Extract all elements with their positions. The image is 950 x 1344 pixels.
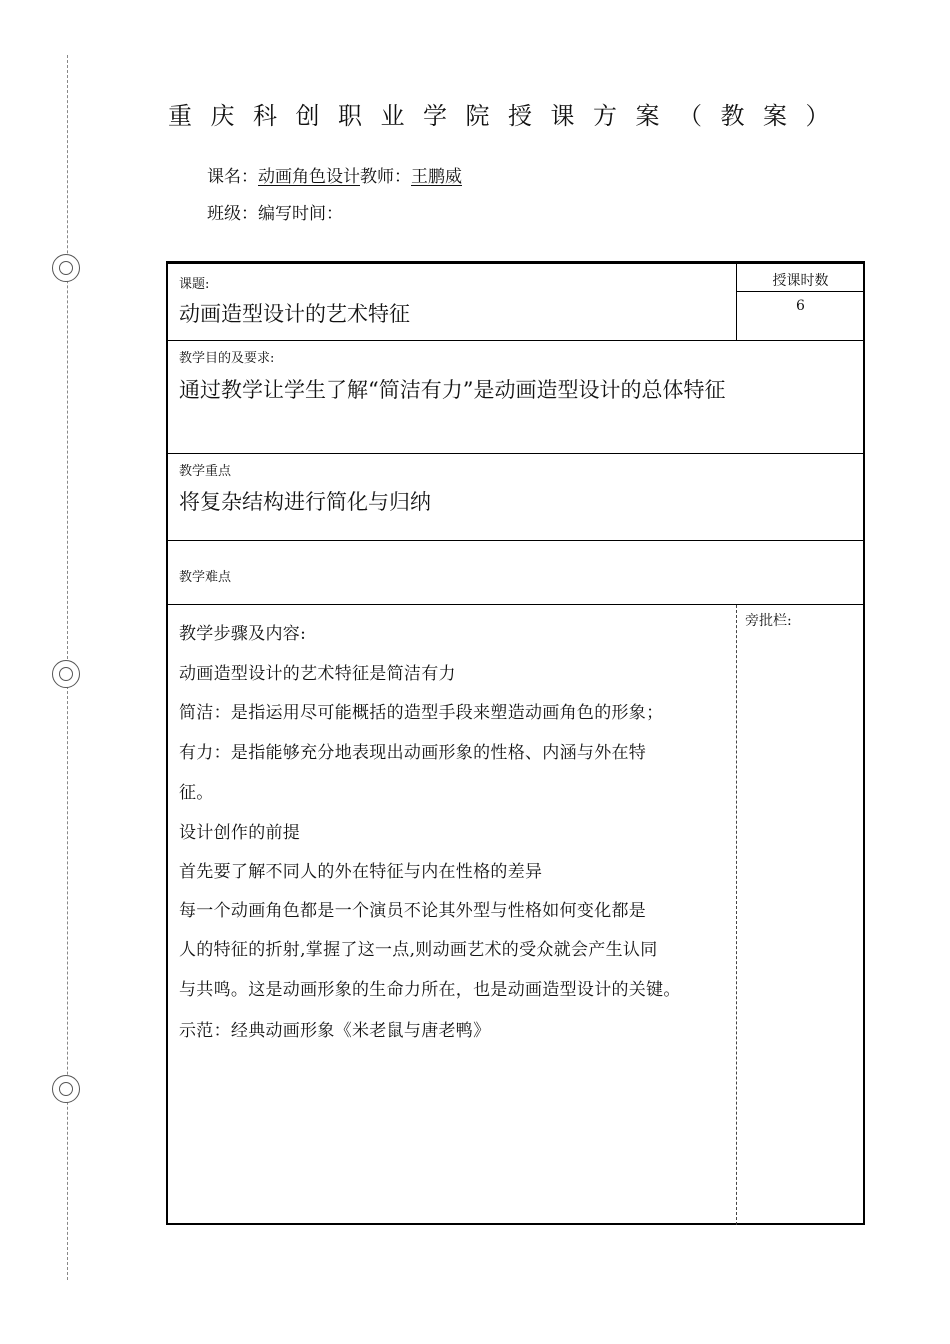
difficulty-label: 教学难点 (179, 570, 232, 585)
time-label: 编写时间： (258, 204, 343, 224)
class-time-row (207, 199, 343, 224)
steps-line: 示范：经典动画形象《米老鼠与唐老鸭》 (179, 1021, 491, 1041)
margin-label: 旁批栏: (745, 613, 792, 629)
hours-label: 授课时数 (772, 273, 829, 289)
steps-line: 人的特征的折射,掌握了这一点,则动画艺术的受众就会产生认同 (179, 940, 658, 960)
binding-hole-icon (52, 1075, 80, 1103)
row-divider (168, 453, 863, 454)
steps-line: 简洁：是指运用尽可能概括的造型手段来塑造动画角色的形象； (179, 703, 664, 723)
binding-hole-icon (52, 254, 80, 282)
document-title: 重庆科创职业学院授课方案（教案） (168, 102, 848, 130)
course-name: 动画角色设计 (258, 167, 360, 187)
hours-header-line (736, 291, 863, 292)
course-label: 课名： (207, 167, 258, 187)
goal-label: 教学目的及要求: (179, 351, 275, 366)
lesson-plan-table (166, 261, 865, 1225)
focus-label: 教学重点 (179, 464, 232, 479)
row-divider (168, 340, 863, 341)
steps-line: 每一个动画角色都是一个演员不论其外型与性格如何变化都是 (179, 901, 647, 921)
steps-line: 首先要了解不同人的外在特征与内在性格的差异 (179, 862, 543, 882)
steps-line: 征。 (179, 783, 214, 803)
course-teacher-row (207, 162, 462, 187)
steps-line: 设计创作的前提 (179, 823, 301, 843)
steps-label: 教学步骤及内容: (179, 624, 307, 644)
row-divider (168, 604, 863, 605)
topic-value: 动画造型设计的艺术特征 (179, 302, 410, 326)
hours-value: 6 (796, 298, 805, 314)
steps-line: 动画造型设计的艺术特征是简洁有力 (179, 664, 456, 684)
class-label: 班级： (207, 204, 258, 224)
teacher-label: 教师： (360, 167, 411, 187)
focus-value: 将复杂结构进行简化与归纳 (179, 490, 431, 514)
margin-divider (736, 605, 737, 1225)
binding-hole-icon (52, 660, 80, 688)
teacher-name: 王鹏威 (411, 167, 462, 187)
steps-line: 与共鸣。这是动画形象的生命力所在，也是动画造型设计的关键。 (179, 980, 681, 1000)
steps-line: 有力：是指能够充分地表现出动画形象的性格、内涵与外在特 (179, 743, 647, 763)
goal-value: 通过教学让学生了解“简洁有力”是动画造型设计的总体特征 (179, 378, 726, 402)
row-divider (168, 540, 863, 541)
topic-label: 课题: (179, 277, 210, 292)
